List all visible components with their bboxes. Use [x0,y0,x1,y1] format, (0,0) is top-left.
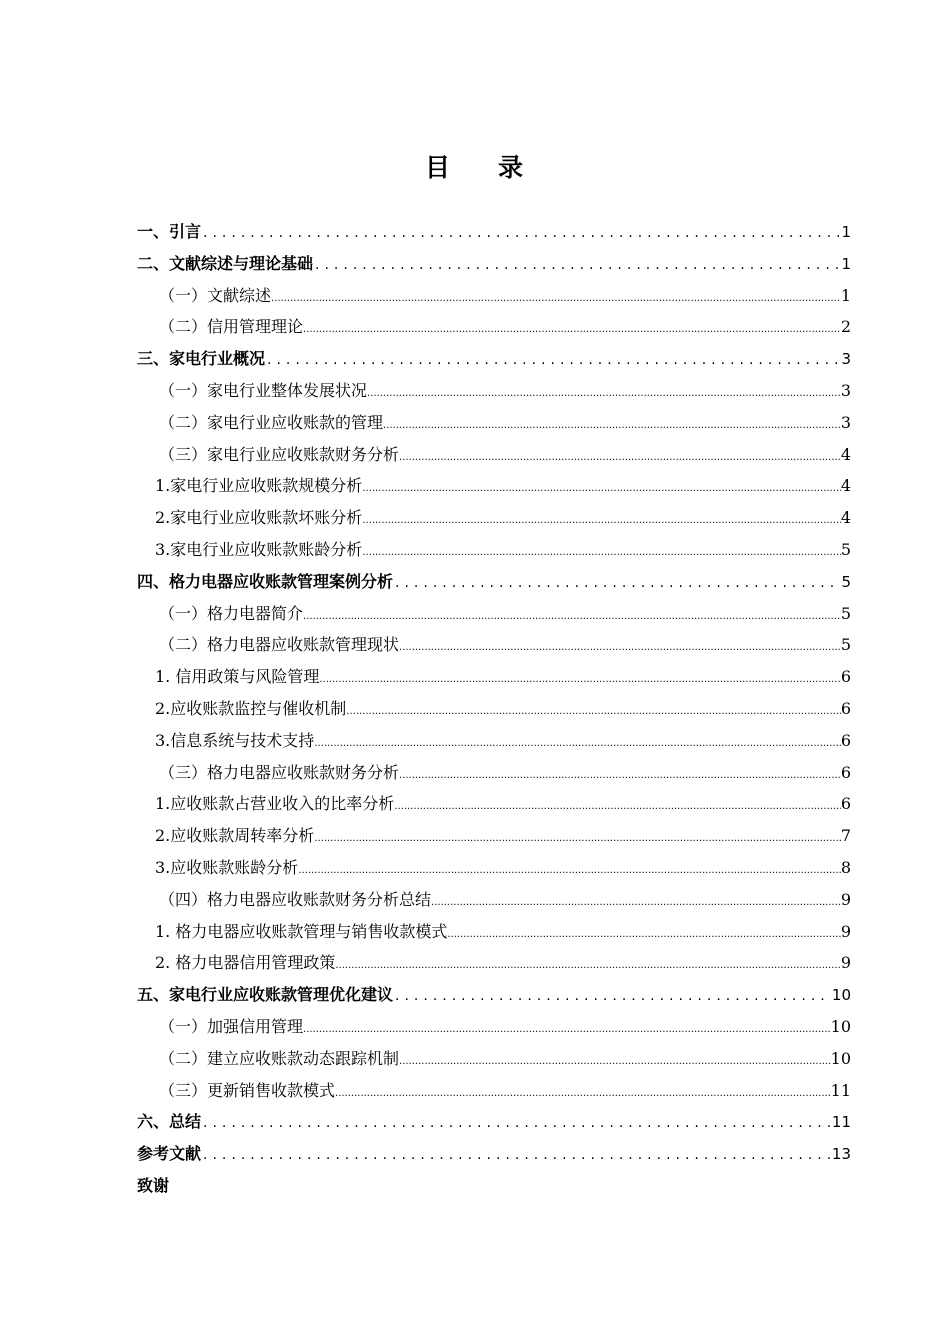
toc-entry-label: 2.家电行业应收账款坏账分析 [155,508,363,528]
toc-dot-leader [399,632,841,661]
toc-entry[interactable] [137,407,851,439]
toc-dot-leader [267,345,839,375]
toc-entry[interactable] [137,280,851,312]
toc-entry[interactable] [137,725,851,757]
toc-dot-leader [447,919,840,948]
toc-entry-label: 五、家电行业应收账款管理优化建议 [137,985,394,1005]
toc-dot-leader [383,410,841,439]
toc-entry-page-number: 9 [840,921,851,941]
toc-dot-leader [335,950,840,979]
toc-entry-label: 2.应收账款周转率分析 [155,826,315,846]
toc-entry[interactable] [137,916,851,948]
toc-entry-label: （二）信用管理理论 [159,317,304,337]
toc-dot-leader [298,855,841,884]
title-char-1: 目 [424,153,452,182]
toc-dot-leader [303,1014,831,1043]
toc-entry[interactable] [137,598,851,630]
toc-entry-page-number: 10 [831,986,851,1005]
toc-dot-leader [399,442,841,471]
toc-entry-label: 3.信息系统与技术支持 [155,730,315,750]
toc-dot-leader [271,283,841,312]
toc-dot-leader [314,823,841,852]
toc-entry-label: 二、文献综述与理论基础 [137,253,314,273]
toc-entry[interactable] [137,534,851,566]
toc-entry-page-number: 2 [840,317,851,337]
toc-entry-page-number: 3 [841,350,851,369]
toc-entry[interactable] [137,1138,851,1170]
toc-entry[interactable] [137,502,851,534]
toc-entry-label: （三）更新销售收款模式 [159,1080,336,1100]
toc-entry[interactable] [137,343,851,375]
toc-entry-label: 三、家电行业概况 [137,349,266,369]
toc-entry-page-number: 6 [840,762,851,782]
toc-entry-page-number: 4 [840,508,851,528]
toc-entry[interactable] [137,1075,851,1107]
toc-entry-label: 1. 格力电器应收账款管理与销售收款模式 [155,921,448,941]
page-title [0,148,950,184]
toc-entry-label: （二）家电行业应收账款的管理 [159,412,384,432]
toc-entry-page-number: 9 [840,953,851,973]
toc-entry-label: （一）加强信用管理 [159,1016,304,1036]
toc-entry-page-number: 10 [830,1048,851,1068]
toc-entry-page-number: 1 [841,223,851,241]
toc-entry-page-number: 7 [840,826,851,846]
toc-entry-page-number: 1 [841,254,851,273]
toc-entry-page-number: 6 [840,794,851,814]
toc-entry-page-number: 6 [840,667,851,687]
toc-dot-leader [362,537,841,566]
toc-entry[interactable] [137,216,851,248]
toc-entry-label: 2. 格力电器信用管理政策 [155,953,336,973]
toc-entry[interactable] [137,1011,851,1043]
toc-entry-label: （一）文献综述 [159,285,272,305]
toc-entry[interactable] [137,375,851,407]
toc-entry-page-number: 6 [840,730,851,750]
toc-entry[interactable] [137,1043,851,1075]
toc-entry[interactable] [137,820,851,852]
toc-entry-label: （四）格力电器应收账款财务分析总结 [159,889,432,909]
toc-entry-page-number: 13 [831,1145,851,1164]
toc-entry-label: 2.应收账款监控与催收机制 [155,698,347,718]
toc-dot-leader [203,218,839,248]
toc-entry-page-number: 9 [840,889,851,909]
toc-entry-page-number: 3 [840,380,851,400]
toc-entry[interactable] [137,311,851,343]
toc-entry-label: （三）格力电器应收账款财务分析 [159,762,400,782]
toc-entry[interactable] [137,884,851,916]
toc-entry[interactable] [137,852,851,884]
toc-entry[interactable] [137,757,851,789]
toc-entry-page-number: 11 [830,1080,851,1100]
toc-entry-page-number: 4 [840,476,851,496]
toc-dot-leader [362,473,841,502]
toc-dot-leader [315,250,839,280]
toc-entry[interactable] [137,788,851,820]
toc-entry[interactable] [137,661,851,693]
toc-entry-label: 1.应收账款占营业收入的比率分析 [155,794,395,814]
toc-entry-page-number: 1 [840,285,851,305]
toc-dot-leader [431,887,841,916]
toc-entry-page-number: 5 [840,635,851,655]
toc-entry[interactable] [137,979,851,1011]
table-of-contents [137,216,851,1202]
toc-dot-leader [319,664,840,693]
toc-entry[interactable] [137,470,851,502]
toc-entry[interactable] [137,947,851,979]
toc-entry-label: 1. 信用政策与风险管理 [155,667,320,687]
toc-entry-label: （三）家电行业应收账款财务分析 [159,444,400,464]
toc-entry[interactable] [137,566,851,598]
toc-dot-leader [399,760,841,789]
toc-dot-leader [203,1140,830,1170]
toc-entry-label: （二）建立应收账款动态跟踪机制 [159,1048,400,1068]
toc-entry-label: 四、格力电器应收账款管理案例分析 [137,571,394,591]
toc-dot-leader [367,378,841,407]
toc-entry-page-number: 8 [840,857,851,877]
toc-dot-leader [203,1108,830,1138]
toc-dot-leader [314,728,841,757]
toc-entry-page-number: 3 [840,412,851,432]
toc-entry-label: 六、总结 [137,1112,202,1132]
toc-dot-leader [395,568,839,598]
toc-entry-page-number: 4 [840,444,851,464]
toc-entry-label: 1.家电行业应收账款规模分析 [155,476,363,496]
toc-entry-label: （二）格力电器应收账款管理现状 [159,635,400,655]
toc-dot-leader [362,505,841,534]
toc-entry[interactable] [137,1106,851,1138]
toc-entry[interactable] [137,439,851,471]
toc-entry-label: 参考文献 [137,1144,202,1164]
toc-entry-label: （一）家电行业整体发展状况 [159,380,368,400]
toc-entry-page-number: 5 [841,572,851,591]
toc-dot-leader [395,981,830,1011]
toc-entry-page-number: 11 [831,1113,851,1132]
toc-dot-leader [346,696,841,725]
toc-entry[interactable] [137,1170,851,1202]
toc-entry-label: （一）格力电器简介 [159,603,304,623]
toc-entry-label: 致谢 [137,1175,170,1195]
toc-entry-label: 一、引言 [137,222,202,241]
toc-entry[interactable] [137,248,851,280]
toc-dot-leader [303,314,841,343]
toc-entry-page-number: 5 [840,539,851,559]
title-char-2: 录 [498,153,526,182]
toc-dot-leader [394,791,841,820]
toc-dot-leader [303,601,841,630]
toc-entry-label: 3.家电行业应收账款账龄分析 [155,539,363,559]
toc-entry[interactable] [137,693,851,725]
toc-entry-page-number: 10 [830,1016,851,1036]
toc-dot-leader [335,1078,831,1107]
toc-entry[interactable] [137,629,851,661]
toc-entry-label: 3.应收账款账龄分析 [155,857,299,877]
toc-entry-page-number: 6 [840,698,851,718]
toc-entry-page-number: 5 [840,603,851,623]
toc-dot-leader [399,1046,831,1075]
